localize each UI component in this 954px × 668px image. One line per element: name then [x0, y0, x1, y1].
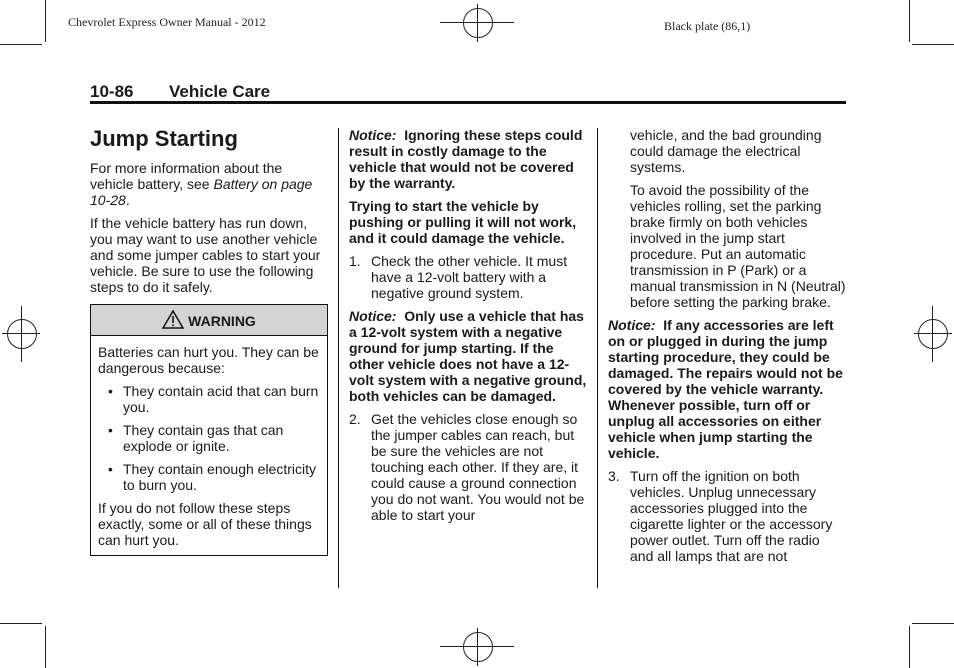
- notice-paragraph: Notice: Only use a vehicle that has a 12-volt system with a negative ground for jump starting. If the other vehicle does not have a 12-volt system with a negative ground, both vehicles can be damaged.: [349, 308, 587, 404]
- crop-mark: [0, 623, 42, 624]
- step-item: 2. Get the vehicles close enough so the jumper cables can reach, but be sure the vehicles are not touching each other. If they are, it could cause a ground connection you do not want. You would not be able to start your: [349, 411, 585, 523]
- warning-outro: If you do not follow these steps exactly, some or all of these things can hurt you.: [98, 500, 312, 548]
- column-divider: [338, 128, 339, 588]
- warning-box: [90, 304, 328, 556]
- header-rule: [90, 101, 846, 104]
- warning-body: [91, 336, 327, 548]
- body-paragraph: To avoid the possibility of the vehicles rolling, set the parking brake firmly on both vehicles involved in the jump start procedure. Put an automatic transmission in P (Park) or a manual transmission in N (Neutral) before setting the parking brake.: [630, 182, 846, 310]
- column-1: [90, 126, 326, 302]
- battery-reference-link[interactable]: Battery on page 10-28: [90, 176, 313, 208]
- page-number: 10-86: [90, 82, 134, 101]
- column-divider: [597, 128, 598, 588]
- column-2: [349, 127, 587, 530]
- warning-bullet: • They contain enough electricity to burn you.: [108, 461, 316, 493]
- warning-intro: Batteries can hurt you. They can be dangerous because:: [98, 344, 319, 376]
- section-name: Vehicle Care: [169, 82, 271, 101]
- notice-paragraph: Notice: Ignoring these steps could result in costly damage to the vehicle that would not be covered by the warranty.: [349, 127, 583, 191]
- step-item: 3. Turn off the ignition on both vehicles. Unplug unnecessary accessories plugged into the cigarette lighter or the accessory power outlet. Turn off the radio and all lamps that are not: [608, 468, 833, 564]
- step-item: 1. Check the other vehicle. It must have a 12-volt battery with a negative ground system.: [349, 253, 568, 301]
- warning-triangle-icon: [162, 310, 184, 329]
- notice-paragraph: Notice: If any accessories are left on or plugged in during the jump starting procedure, they could be damaged. The repairs would not be covered by the vehicle warranty. Whenever possible, turn off or unplug all accessories on either vehicle when jump starting the vehicle.: [608, 317, 843, 461]
- crop-mark: [909, 0, 910, 42]
- crop-mark: [909, 626, 910, 668]
- warning-header: [91, 305, 327, 336]
- crop-mark: [45, 626, 46, 668]
- crop-mark: [45, 0, 46, 42]
- warning-label: WARNING: [188, 313, 256, 329]
- crop-mark: [0, 44, 42, 45]
- warning-bullet: • They contain gas that can explode or ignite.: [108, 422, 284, 454]
- body-paragraph: If the vehicle battery has run down, you may want to use another vehicle and some jumper cables to start your vehicle. Be sure to use the following steps to do it safely.: [90, 215, 321, 295]
- column-3: [608, 127, 846, 571]
- crop-mark: [912, 623, 954, 624]
- crop-mark: [912, 44, 954, 45]
- plate-label: Black plate (86,1): [664, 19, 751, 33]
- manual-title: Chevrolet Express Owner Manual - 2012: [68, 15, 266, 29]
- intro-paragraph: For more information about the vehicle battery, see Battery on page 10-28.: [90, 160, 313, 208]
- continued-paragraph: vehicle, and the bad grounding could damage the electrical systems.: [630, 127, 822, 175]
- page-title: Jump Starting: [90, 126, 238, 151]
- warning-bullet: • They contain acid that can burn you.: [108, 383, 319, 415]
- bold-paragraph: Trying to start the vehicle by pushing or pulling it will not work, and it could damage the vehicle.: [349, 198, 577, 246]
